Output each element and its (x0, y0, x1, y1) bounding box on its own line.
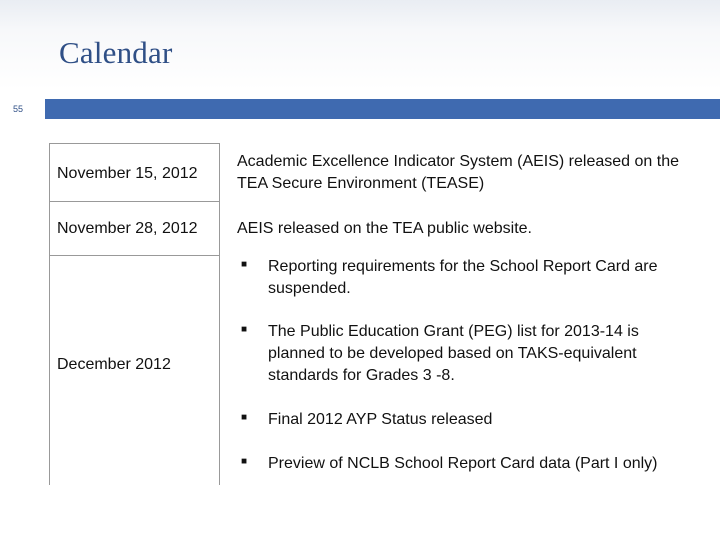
table-border-date-right (219, 143, 220, 255)
bullet-marker-icon: ■ (241, 456, 248, 467)
table-border-row2-bottom (49, 255, 220, 256)
bullet-marker-icon: ■ (241, 259, 248, 270)
slide-number: 55 (0, 99, 42, 119)
list-item: Preview of NCLB School Report Card data (Part I only) (268, 455, 658, 472)
list-item: Reporting requirements for the School Report Card are suspended. (268, 258, 658, 297)
slide-title: Calendar (59, 35, 173, 70)
table-row-date: November 28, 2012 (57, 220, 198, 237)
bullet-marker-icon: ■ (241, 324, 248, 335)
bullet-marker-icon: ■ (241, 412, 248, 423)
table-border-left (49, 143, 50, 255)
list-item: The Public Education Grant (PEG) list for 2013-14 is planned to be developed based on TAKS-equivalent standards for Grades 3 -8. (268, 323, 639, 384)
table-row-date: November 15, 2012 (57, 165, 198, 182)
list-item: Final 2012 AYP Status released (268, 411, 493, 428)
table-row-date: December 2012 (57, 356, 171, 373)
header-bar (45, 99, 720, 119)
table-border-row1-bottom (49, 201, 220, 202)
table-border-left-lower (49, 255, 50, 485)
table-border-top (49, 143, 220, 144)
table-row-description: AEIS released on the TEA public website. (237, 220, 532, 237)
table-border-date-right-lower (219, 255, 220, 485)
table-row-description: Academic Excellence Indicator System (AEIS) released on the TEA Secure Environment (TEASE) (237, 153, 679, 192)
